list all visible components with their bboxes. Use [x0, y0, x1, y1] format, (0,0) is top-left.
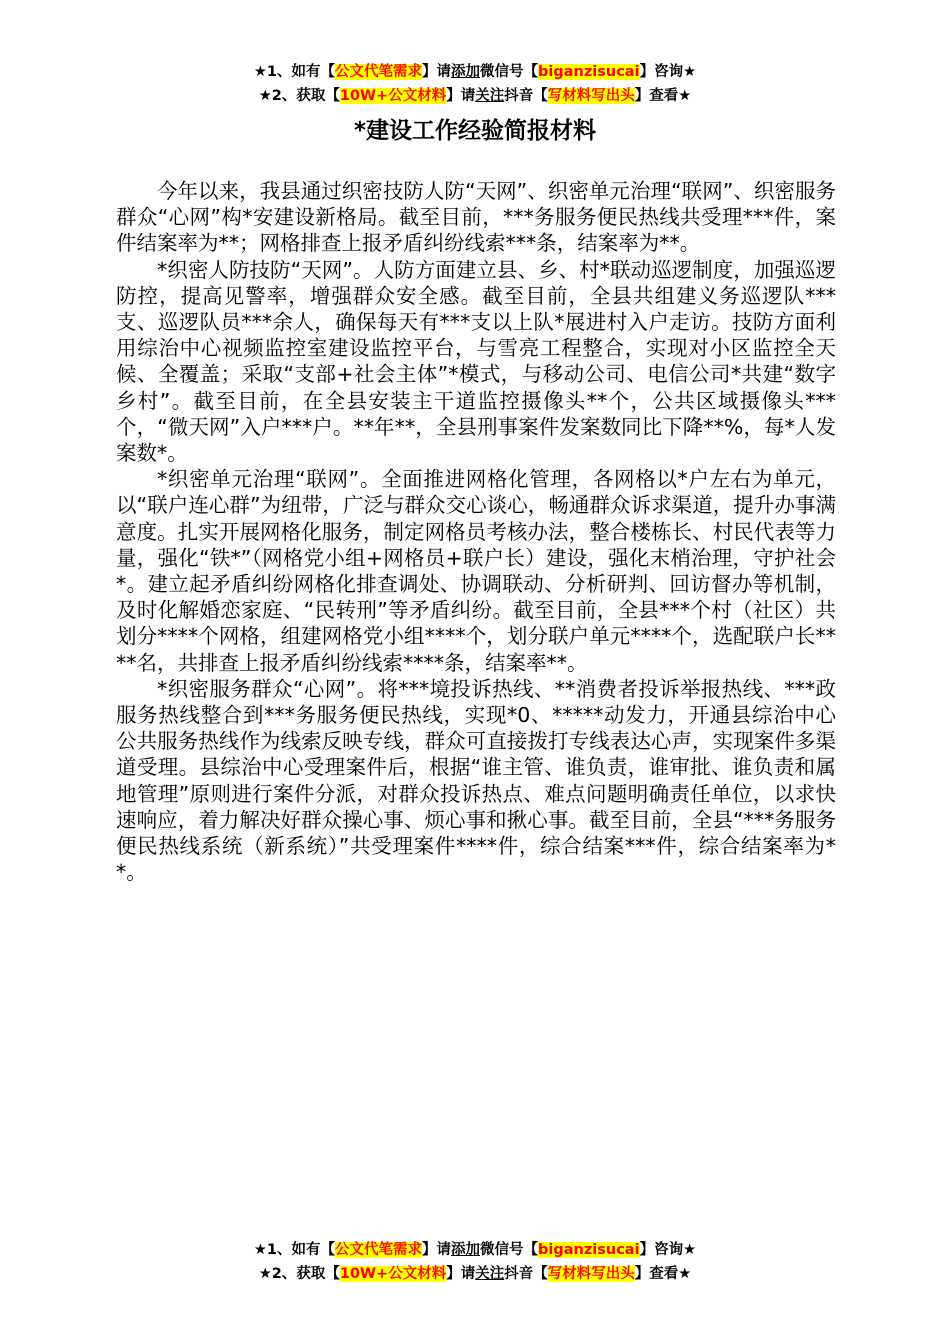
paragraph-intro: 今年以来，我县通过织密技防人防“天网”、织密单元治理“联网”、织密服务群众“心网”构*安建设新格局。截至目前，***务服务便民热线共受理***件，案件结案率为**；网格排查上报矛盾纠纷线索***条，结案率为**。: [116, 179, 836, 256]
footer-banner: [0, 1238, 950, 1286]
document-title: *建设工作经验简报材料: [353, 118, 597, 144]
footer-highlight-wechat-id: biganzisucai: [538, 1242, 640, 1258]
highlight-wechat-id: biganzisucai: [538, 64, 640, 80]
paragraph-tianwang: *织密人防技防“天网”。人防方面建立县、乡、村*联动巡逻制度，加强巡逻防控，提高见警率，增强群众安全感。截至目前，全县共组建义务巡逻队***支、巡逻队员***余人，确保每天有***支以上队*展进村入户走访。技防方面利用综治中心视频监控室建设监控平台，与雪亮工程整合，实现对小区监控全天候、全覆盖；采取“支部+社会主体”*模式，与移动公司、电信公司*共建“数字乡村”。截至目前，在全县安装主干道监控摄像头**个，公共区域摄像头***个，“微天网”入户***户。**年**，全县刑事案件发案数同比下降**%，每*人发案数*。: [116, 257, 836, 466]
footer-highlight-service: 公文代笔需求: [335, 1242, 423, 1258]
footer-highlight-douyin: 写材料写出头: [547, 1266, 635, 1282]
highlight-service: 公文代笔需求: [335, 64, 423, 80]
paragraph-xinwang: *织密服务群众“心网”。将***境投诉热线、**消费者投诉举报热线、***政服务热线整合到***务服务便民热线，实现*0、*****动发力，开通县综治中心公共服务热线作为线索反映专线，群众可直接拨打专线表达心声，实现案件多渠道受理。县综治中心受理案件后，根据“谁主管、谁负责，谁审批、谁负责和属地管理”原则进行案件分派，对群众投诉热点、难点问题明确责任单位，以求快速响应，着力解决好群众操心事、烦心事和揪心事。截至目前，全县“***务服务便民热线系统（新系统）”共受理案件****件，综合结案***件，综合结案率为**。: [116, 676, 836, 885]
footer-line-1: ★1、如有【公文代笔需求】请添加微信号【biganzisucai】咨询★: [253, 1242, 697, 1258]
highlight-douyin: 写材料写出头: [547, 88, 635, 104]
document-body: [116, 178, 836, 885]
footer-line-2: ★2、获取【10W+公文材料】请关注抖音【写材料写出头】查看★: [258, 1266, 692, 1282]
highlight-materials: 10W+公文材料: [339, 88, 447, 104]
footer-highlight-materials: 10W+公文材料: [339, 1266, 447, 1282]
header-banner: [0, 60, 950, 108]
banner-line-2: ★2、获取【10W+公文材料】请关注抖音【写材料写出头】查看★: [258, 88, 692, 104]
paragraph-lianwang: *织密单元治理“联网”。全面推进网格化管理，各网格以*户左右为单元，以“联户连心群”为纽带，广泛与群众交心谈心，畅通群众诉求渠道，提升办事满意度。扎实开展网格化服务，制定网格员考核办法，整合楼栋长、村民代表等力量，强化“铁*”（网格党小组+网格员+联户长）建设，强化末梢治理，守护社会*。建立起矛盾纠纷网格化排查调处、协调联动、分析研判、回访督办等机制，及时化解婚恋家庭、“民转刑”等矛盾纠纷。截至目前，全县***个村（社区）共划分****个网格，组建网格党小组****个，划分联户单元****个，选配联户长****名，共排查上报矛盾纠纷线索****条，结案率**。: [116, 467, 836, 675]
banner-line-1: ★1、如有【公文代笔需求】请添加微信号【biganzisucai】咨询★: [253, 64, 697, 80]
